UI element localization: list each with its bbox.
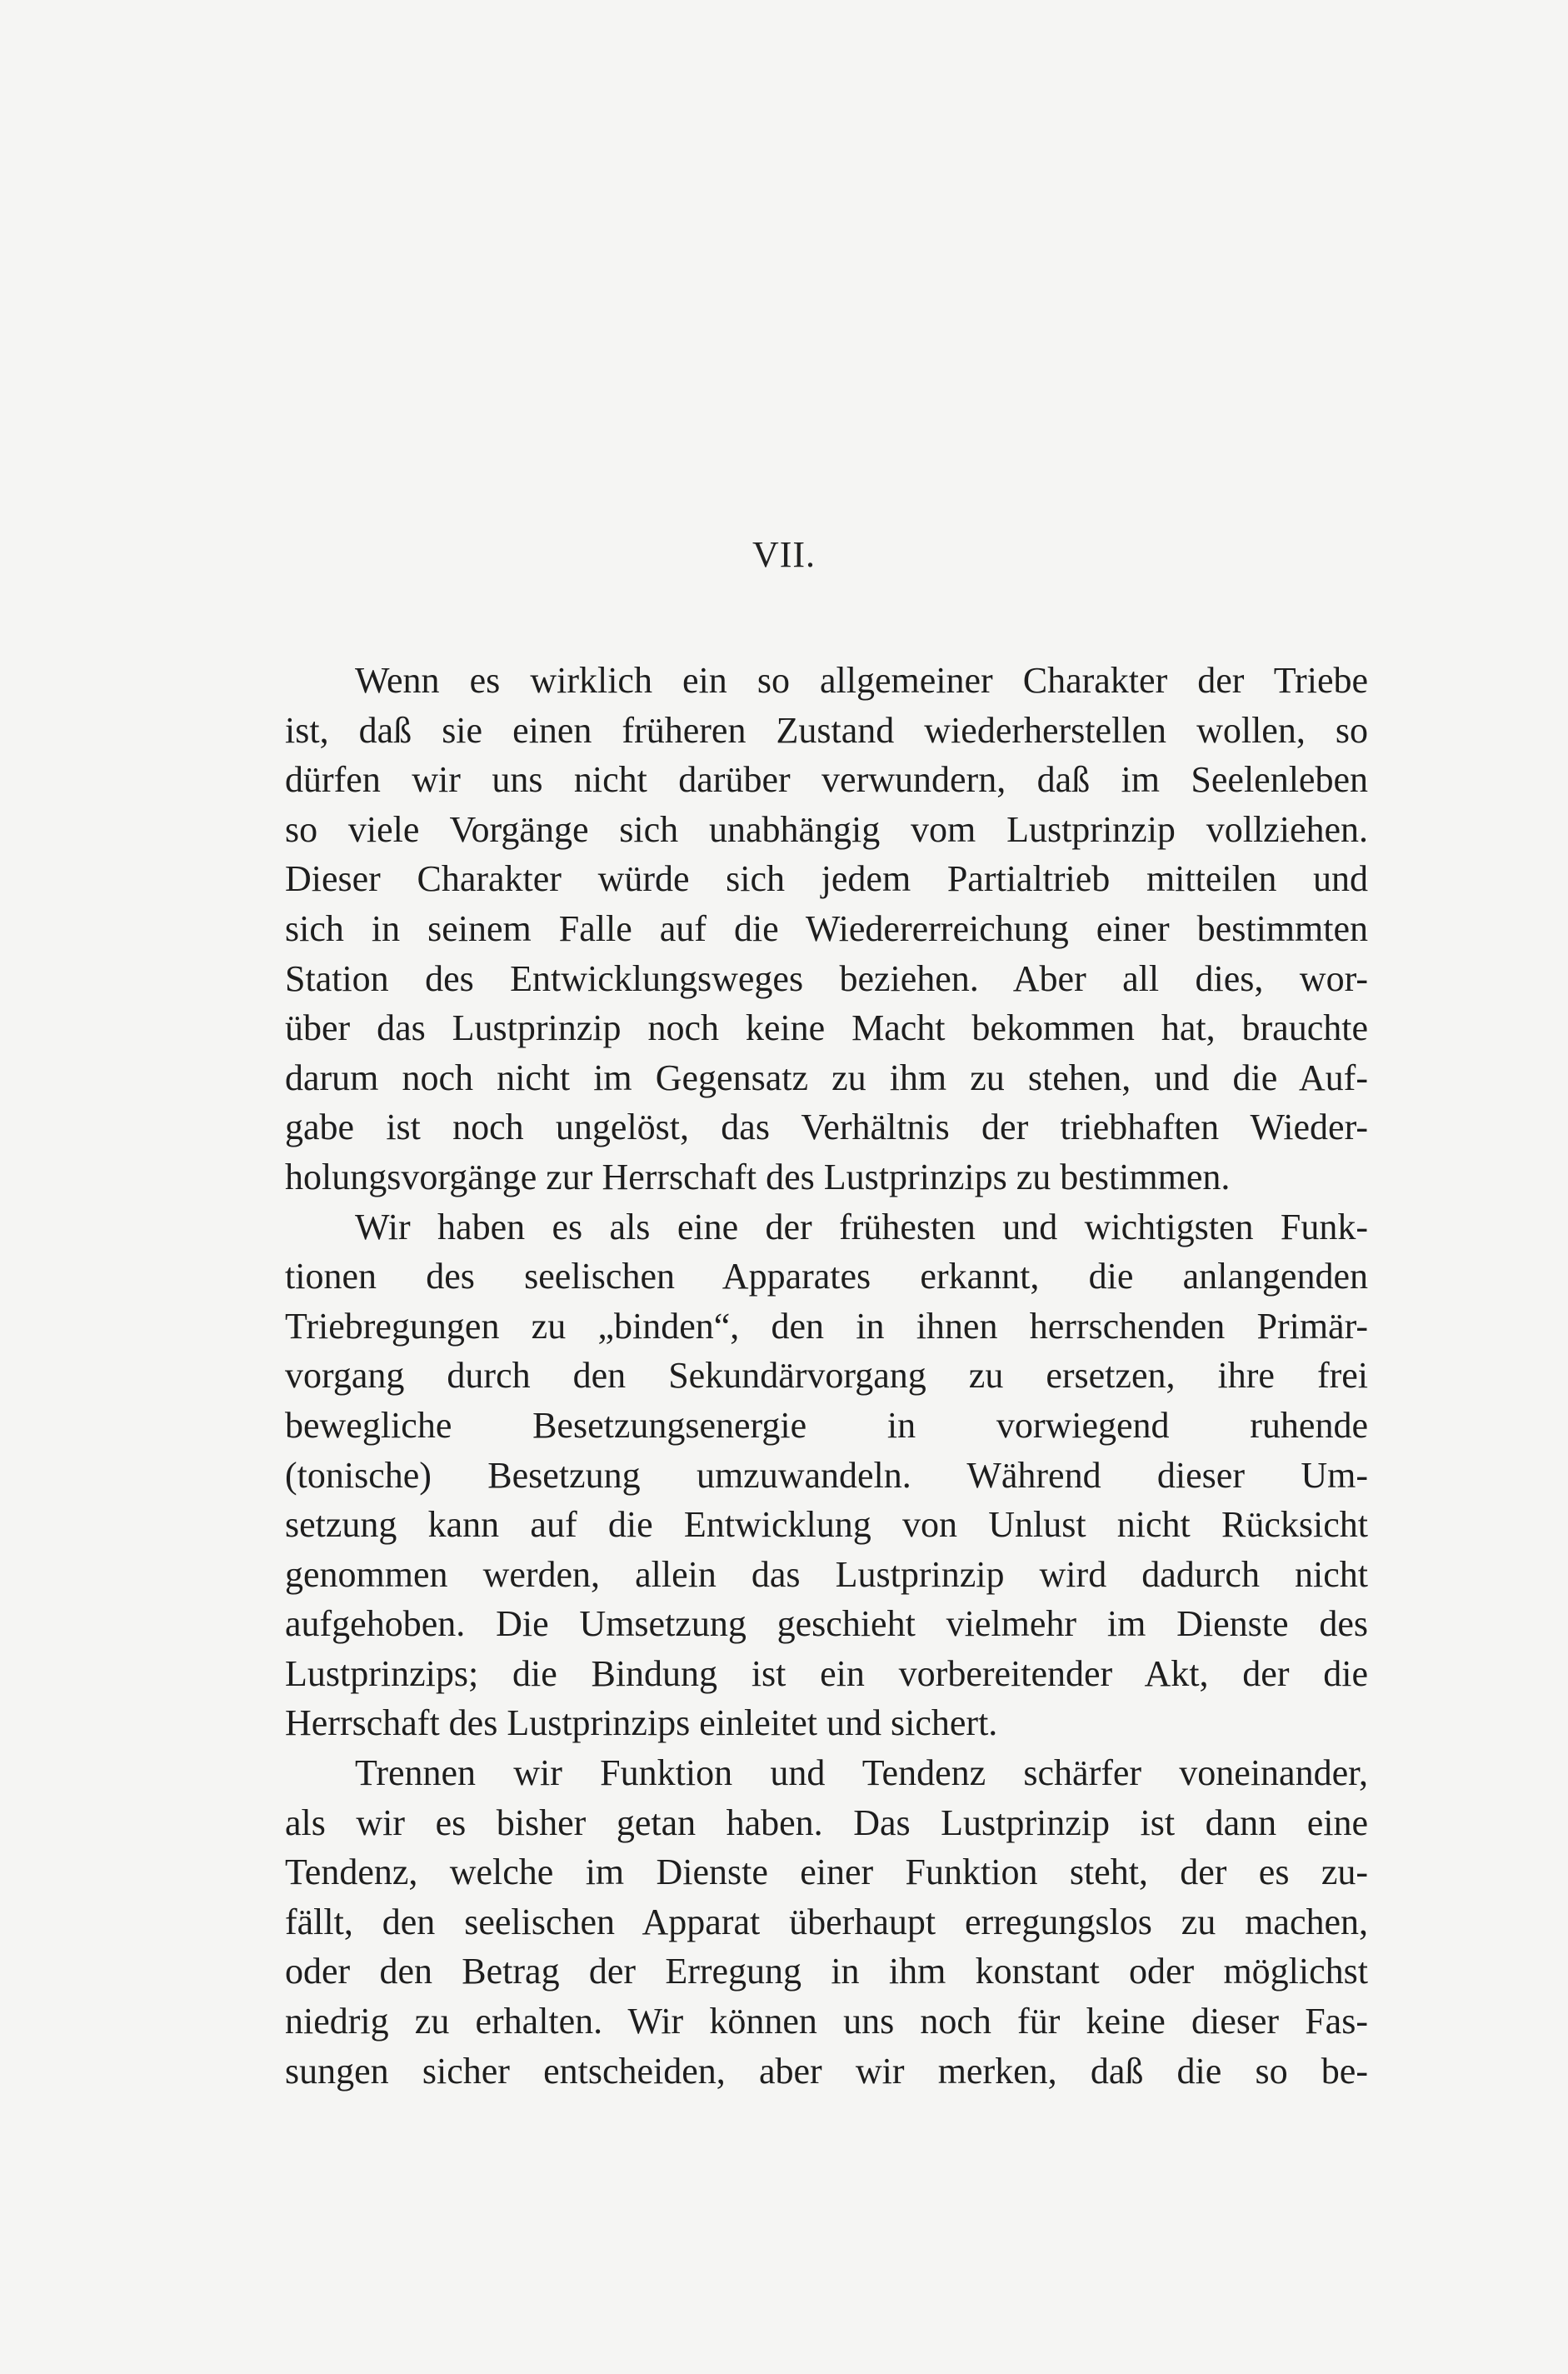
text-line: bewegliche Besetzungsenergie in vorwiegend ruhende	[285, 1404, 1368, 1446]
text-line: Dieser Charakter würde sich jedem Partialtrieb mitteilen und	[285, 858, 1368, 900]
text-line: oder den Betrag der Erregung in ihm konstant oder möglichst	[285, 1951, 1368, 1992]
text-line: holungsvorgänge zur Herrschaft des Lustprinzips zu bestimmen.	[285, 1156, 1231, 1197]
text-line: aufgehoben. Die Umsetzung geschieht vielmehr im Dienste des	[285, 1603, 1368, 1645]
text-line: tionen des seelischen Apparates erkannt, die anlangenden	[285, 1256, 1368, 1297]
text-line: darum noch nicht im Gegensatz zu ihm zu stehen, und die Auf-	[285, 1057, 1368, 1098]
text-line: dürfen wir uns nicht darüber verwundern, daß im Seelenleben	[285, 759, 1368, 801]
text-line: als wir es bisher getan haben. Das Lustprinzip ist dann eine	[285, 1802, 1368, 1843]
text-line: Wenn es wirklich ein so allgemeiner Charakter der Triebe	[355, 660, 1368, 701]
text-line: sungen sicher entscheiden, aber wir merken, daß die so be-	[285, 2050, 1368, 2092]
text-line: Triebregungen zu „binden“, den in ihnen herrschenden Primär-	[285, 1305, 1368, 1347]
text-line: Tendenz, welche im Dienste einer Funktion steht, der es zu-	[285, 1852, 1368, 1893]
text-line: so viele Vorgänge sich unabhängig vom Lustprinzip vollziehen.	[285, 808, 1368, 850]
text-line: genommen werden, allein das Lustprinzip wird dadurch nicht	[285, 1553, 1368, 1595]
text-line: sich in seinem Falle auf die Wiedererreichung einer bestimmten	[285, 907, 1368, 949]
text-line: Herrschaft des Lustprinzips einleitet und sichert.	[285, 1702, 998, 1744]
text-line: Wir haben es als eine der frühesten und wichtigsten Funk-	[355, 1206, 1368, 1247]
body-text	[285, 656, 1368, 2096]
text-line: Station des Entwicklungsweges beziehen. Aber all dies, wor-	[285, 957, 1368, 999]
text-line: setzung kann auf die Entwicklung von Unlust nicht Rücksicht	[285, 1504, 1368, 1546]
text-line: vorgang durch den Sekundärvorgang zu ersetzen, ihre frei	[285, 1355, 1368, 1397]
text-line: fällt, den seelischen Apparat überhaupt erregungslos zu machen,	[285, 1901, 1368, 1942]
text-line: Trennen wir Funktion und Tendenz schärfer voneinander,	[355, 1752, 1368, 1794]
text-line: gabe ist noch ungelöst, das Verhältnis der triebhaften Wieder-	[285, 1107, 1368, 1148]
text-line: über das Lustprinzip noch keine Macht bekommen hat, brauchte	[285, 1007, 1368, 1049]
text-line: niedrig zu erhalten. Wir können uns noch für keine dieser Fas-	[285, 2001, 1368, 2042]
text-line: ist, daß sie einen früheren Zustand wiederherstellen wollen, so	[285, 709, 1368, 751]
chapter-heading: VII.	[752, 534, 816, 575]
text-line: Lustprinzips; die Bindung ist ein vorbereitender Akt, der die	[285, 1652, 1368, 1694]
text-line: (tonische) Besetzung umzuwandeln. Während dieser Um-	[285, 1454, 1368, 1496]
